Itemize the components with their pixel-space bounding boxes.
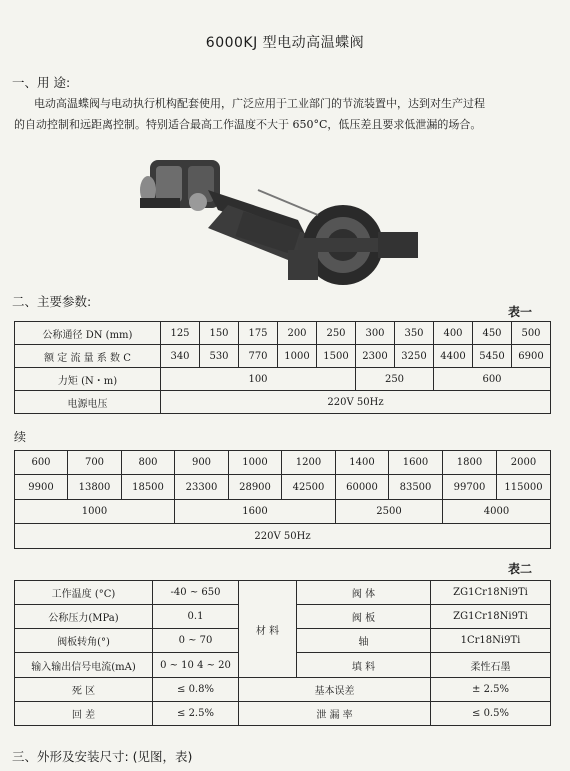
- table-cell: ZG1Cr18Ni9Ti: [431, 581, 551, 605]
- table-cell: 800: [122, 451, 175, 475]
- table-cell: 轴: [297, 629, 431, 653]
- table-cell: 99700: [443, 475, 497, 500]
- table-cell: 500: [512, 322, 551, 345]
- table-row: [15, 475, 551, 500]
- table-cell: 700: [68, 451, 122, 475]
- table-cell: 350: [395, 322, 434, 345]
- table-cell: 1000: [15, 500, 175, 524]
- table-row: [15, 345, 551, 368]
- material-label-cell: 材 料: [239, 581, 297, 678]
- table-cell: 死 区: [15, 678, 153, 702]
- table-cell: 6900: [512, 345, 551, 368]
- table-cell: 220V 50Hz: [161, 391, 551, 414]
- table-cell: 电源电压: [15, 391, 161, 414]
- table-row: [15, 451, 551, 475]
- table-row: [15, 678, 551, 702]
- table-cell: 0 ~ 10 4 ~ 20: [153, 653, 239, 678]
- table-cell: 输入输出信号电流(mA): [15, 653, 153, 678]
- table-cell: 42500: [282, 475, 336, 500]
- table-cell: 5450: [473, 345, 512, 368]
- table-cell: ≤ 0.8%: [153, 678, 239, 702]
- table-cell: 100: [161, 368, 356, 391]
- table-cell: 1000: [229, 451, 282, 475]
- table-cell: 0 ~ 70: [153, 629, 239, 653]
- table-cell: ≤ 0.5%: [431, 702, 551, 726]
- table-cell: 300: [356, 322, 395, 345]
- table-cell: 公称通径 DN (mm): [15, 322, 161, 345]
- table-cell: 175: [239, 322, 278, 345]
- table-cell: 4000: [443, 500, 551, 524]
- table-row: [15, 524, 551, 549]
- table-cell: 770: [239, 345, 278, 368]
- table-cell: 基本误差: [239, 678, 431, 702]
- table-cell: 250: [356, 368, 434, 391]
- table-cell: 1600: [389, 451, 443, 475]
- table-cell: 公称压力(MPa): [15, 605, 153, 629]
- table-cell: 2300: [356, 345, 395, 368]
- table-cell: 23300: [175, 475, 229, 500]
- table-cell: 填 料: [297, 653, 431, 678]
- table-cell: 450: [473, 322, 512, 345]
- table-one-label: 表一: [508, 305, 533, 319]
- table-cell: 泄 漏 率: [239, 702, 431, 726]
- parameter-table-1-continued: [14, 450, 551, 549]
- table-two-label: 表二: [508, 562, 533, 576]
- table-cell: 600: [434, 368, 551, 391]
- table-cell: 阀板转角(°): [15, 629, 153, 653]
- table-cell: 18500: [122, 475, 175, 500]
- table-cell: 力矩 (N・m): [15, 368, 161, 391]
- table-cell: 900: [175, 451, 229, 475]
- continued-label: 续: [14, 430, 27, 444]
- table-cell: 13800: [68, 475, 122, 500]
- section-heading-usage: 一、用 途:: [12, 75, 71, 90]
- table-cell: 200: [278, 322, 317, 345]
- usage-paragraph-line-2: 的自动控制和远距离控制。特别适合最高工作温度不大于 650°C，低压差且要求低泄漏的场合。: [14, 118, 482, 131]
- table-cell: 340: [161, 345, 200, 368]
- table-cell: 150: [200, 322, 239, 345]
- table-cell: 3250: [395, 345, 434, 368]
- table-cell: 28900: [229, 475, 282, 500]
- table-cell: 530: [200, 345, 239, 368]
- table-cell: 250: [317, 322, 356, 345]
- table-cell: ≤ 2.5%: [153, 702, 239, 726]
- table-cell: 4400: [434, 345, 473, 368]
- table-row: [15, 391, 551, 414]
- usage-paragraph-line-1: 电动高温蝶阀与电动执行机构配套使用，广泛应用于工业部门的节流装置中，达到对生产过程: [34, 97, 485, 110]
- table-cell: 1000: [278, 345, 317, 368]
- parameter-table-2: [14, 580, 551, 726]
- table-row: [15, 322, 551, 345]
- table-cell: 回 差: [15, 702, 153, 726]
- parameter-table-1: [14, 321, 551, 414]
- table-row: [15, 368, 551, 391]
- table-cell: 额 定 流 量 系 数 C: [15, 345, 161, 368]
- section-heading-parameters: 二、主要参数:: [12, 294, 92, 309]
- table-cell: 125: [161, 322, 200, 345]
- table-cell: 1200: [282, 451, 336, 475]
- table-cell: ± 2.5%: [431, 678, 551, 702]
- table-cell: 工作温度 (°C): [15, 581, 153, 605]
- table-row: [15, 702, 551, 726]
- table-cell: 1500: [317, 345, 356, 368]
- table-cell: 9900: [15, 475, 68, 500]
- table-cell: 1600: [175, 500, 336, 524]
- table-cell: ZG1Cr18Ni9Ti: [431, 605, 551, 629]
- table-cell: 0.1: [153, 605, 239, 629]
- table-cell: 115000: [497, 475, 551, 500]
- section-heading-dimensions: 三、外形及安装尺寸: (见图，表): [12, 749, 193, 764]
- table-cell: 400: [434, 322, 473, 345]
- table-cell: 阀 板: [297, 605, 431, 629]
- table-cell: 2500: [336, 500, 443, 524]
- table-cell: 1Cr18Ni9Ti: [431, 629, 551, 653]
- valve-photo: [138, 150, 428, 290]
- table-cell: 220V 50Hz: [15, 524, 551, 549]
- table-cell: 2000: [497, 451, 551, 475]
- table-cell: 1800: [443, 451, 497, 475]
- table-row: [15, 500, 551, 524]
- table-cell: 1400: [336, 451, 389, 475]
- table-cell: 600: [15, 451, 68, 475]
- page-title: 6000KJ 型电动高温蝶阀: [205, 35, 365, 51]
- table-cell: 60000: [336, 475, 389, 500]
- table-row: [15, 581, 551, 605]
- table-cell: 柔性石墨: [431, 653, 551, 678]
- table-cell: 阀 体: [297, 581, 431, 605]
- table-cell: -40 ~ 650: [153, 581, 239, 605]
- table-cell: 83500: [389, 475, 443, 500]
